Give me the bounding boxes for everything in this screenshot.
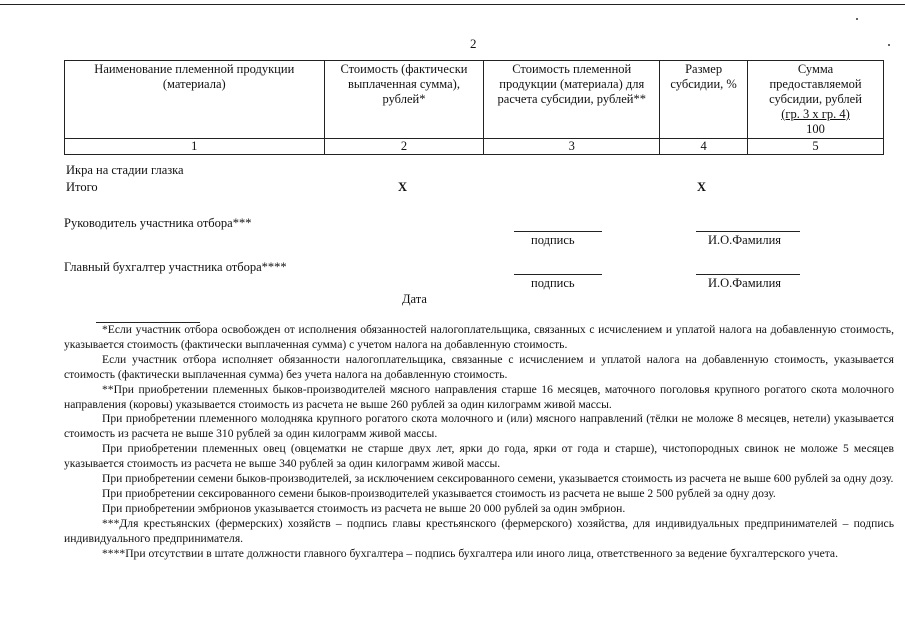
header-subsidy-amount-label: Сумма предоставляемой субсидии, рублей: [769, 62, 862, 106]
scan-top-border: [0, 4, 905, 5]
header-formula: (гр. 3 х гр. 4): [781, 107, 850, 121]
page-number: 2: [470, 36, 477, 51]
accountant-signature-label: Главный бухгалтер участника отбора****: [64, 260, 287, 274]
accountant-name-line: [696, 274, 800, 275]
footnotes: [64, 323, 894, 562]
scan-speck: [856, 18, 858, 20]
header-subsidy-rate: Размер субсидии, %: [660, 61, 748, 139]
column-number: 4: [660, 139, 748, 155]
column-number: 1: [65, 139, 325, 155]
column-number: 2: [324, 139, 484, 155]
head-signature-line: [514, 231, 602, 232]
row-product-name: Икра на стадии глазка: [66, 163, 184, 177]
footnote: ***Для крестьянских (фермерских) хозяйств – подпись главы крестьянского (фермерского) хозяйства, для индивидуальных предпринимателей – подпись индивидуального предпринимателя.: [64, 516, 894, 545]
footnote: Если участник отбора исполняет обязанности налогоплательщика, связанные с исчислением и уплатой налога на добавленную стоимость, указывается стоимость (фактически выплаченная сумма) без учета налога на добавленную стоимость.: [64, 352, 894, 381]
header-subsidy-amount: [748, 61, 884, 139]
column-number-row: [65, 139, 884, 155]
footnote: При приобретении сексированного семени быков-производителей указывается стоимость из расчета не выше 2 500 рублей за одну дозу.: [102, 486, 776, 500]
header-divisor: 100: [806, 122, 825, 136]
column-number: 5: [748, 139, 884, 155]
total-label: Итого: [66, 180, 98, 194]
header-product-name: Наименование племенной продукции (материала): [65, 61, 325, 139]
header-cost-for-subsidy: Стоимость племенной продукции (материала) для расчета субсидии, рублей**: [484, 61, 660, 139]
footnote: При приобретении семени быков-производителей, за исключением сексированного семени, указывается стоимость из расчета не выше 600 рублей за одну дозу.: [102, 472, 894, 486]
accountant-signature-line: [514, 274, 602, 275]
footnote: При приобретении племенных овец (овцематки не старше двух лет, ярки до года, ярки от года и старше), чистопородных свинок не моложе 5 месяцев указывается стоимость из расчета не выше 340 рублей за один килограмм живой массы.: [64, 442, 894, 471]
head-name-line: [696, 231, 800, 232]
accountant-signature-caption: подпись: [531, 276, 575, 290]
total-col2-mark: Х: [398, 180, 408, 194]
scan-speck: [888, 44, 890, 46]
footnote: *Если участник отбора освобожден от исполнения обязанностей налогоплательщика, связанных с исчислением и уплатой налога на добавленную стоимость, указывается стоимость (фактически выплаченная сумма) с учетом налога на добавленную стоимость.: [64, 323, 894, 351]
head-signature-label: Руководитель участника отбора***: [64, 216, 252, 230]
subsidy-table: [64, 60, 884, 155]
table-header-row: [65, 61, 884, 139]
footnote: ****При отсутствии в штате должности главного бухгалтера – подпись бухгалтера или иного лица, ответственного за ведение бухгалтерского учета.: [102, 546, 838, 560]
total-col4-mark: Х: [697, 180, 707, 194]
footnote: **При приобретении племенных быков-производителей мясного направления старше 16 месяцев, маточного поголовья крупного рогатого скота молочного направления (коровы) указывается стоимость из расчета не выше 260 рублей за один килограмм живой массы.: [64, 382, 894, 411]
head-name-caption: И.О.Фамилия: [708, 233, 782, 247]
footnote: При приобретении эмбрионов указывается стоимость из расчета не выше 20 000 рублей за один эмбрион.: [102, 501, 626, 515]
footnote: При приобретении племенного молодняка крупного рогатого скота молочного и (или) мясного направлений (тёлки не моложе 8 месяцев, нетели) указывается стоимость из расчета не выше 310 рублей за один килограмм живой массы.: [64, 412, 894, 441]
header-actual-cost: Стоимость (фактически выплаченная сумма), рублей*: [324, 61, 484, 139]
accountant-name-caption: И.О.Фамилия: [708, 276, 782, 290]
date-label: Дата: [402, 292, 427, 306]
column-number: 3: [484, 139, 660, 155]
head-signature-caption: подпись: [531, 233, 575, 247]
